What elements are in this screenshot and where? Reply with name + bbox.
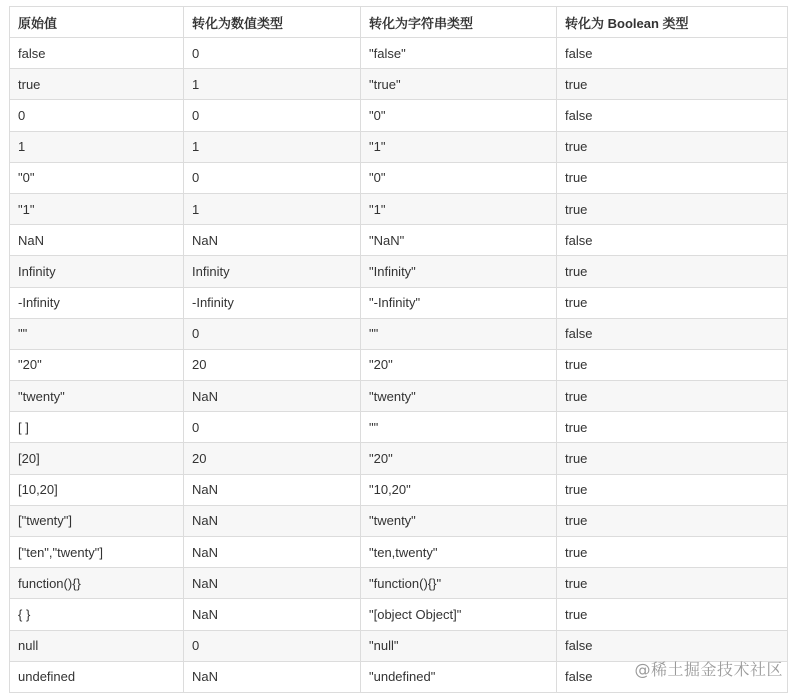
cell-to-boolean: false [557, 225, 788, 256]
table-row [10, 100, 788, 131]
cell-to-number: NaN [184, 568, 361, 599]
cell-to-number: 0 [184, 412, 361, 443]
table-row [10, 412, 788, 443]
table-row [10, 225, 788, 256]
cell-to-string: "twenty" [361, 505, 557, 536]
cell-to-boolean: true [557, 193, 788, 224]
cell-original-value: [10,20] [10, 474, 184, 505]
cell-original-value: Infinity [10, 256, 184, 287]
table-row [10, 568, 788, 599]
table-row [10, 381, 788, 412]
table-row [10, 162, 788, 193]
cell-original-value: "20" [10, 349, 184, 380]
cell-to-string: "twenty" [361, 381, 557, 412]
table-header [10, 7, 788, 38]
table-row [10, 38, 788, 69]
type-conversion-table [9, 6, 788, 693]
cell-to-boolean: true [557, 162, 788, 193]
cell-original-value: ["ten","twenty"] [10, 537, 184, 568]
cell-to-number: NaN [184, 381, 361, 412]
cell-to-number: 1 [184, 193, 361, 224]
cell-to-number: 20 [184, 349, 361, 380]
cell-to-string: "null" [361, 630, 557, 661]
cell-original-value: "twenty" [10, 381, 184, 412]
cell-to-number: -Infinity [184, 287, 361, 318]
cell-to-string: "1" [361, 193, 557, 224]
table-row [10, 193, 788, 224]
cell-to-boolean: false [557, 38, 788, 69]
cell-original-value: NaN [10, 225, 184, 256]
cell-to-string: "0" [361, 100, 557, 131]
table-row [10, 599, 788, 630]
cell-to-number: 0 [184, 100, 361, 131]
cell-to-string: "20" [361, 443, 557, 474]
cell-to-string: "[object Object]" [361, 599, 557, 630]
cell-original-value: "1" [10, 193, 184, 224]
table-row [10, 287, 788, 318]
cell-original-value: ["twenty"] [10, 505, 184, 536]
cell-original-value: -Infinity [10, 287, 184, 318]
cell-to-boolean: true [557, 256, 788, 287]
cell-original-value: true [10, 69, 184, 100]
cell-to-number: Infinity [184, 256, 361, 287]
table-row [10, 318, 788, 349]
cell-to-boolean: true [557, 474, 788, 505]
table-row [10, 256, 788, 287]
header-to-string: 转化为字符串类型 [361, 7, 557, 38]
cell-to-number: 0 [184, 38, 361, 69]
cell-to-string: "false" [361, 38, 557, 69]
table-row [10, 349, 788, 380]
table-row [10, 474, 788, 505]
cell-to-string: "0" [361, 162, 557, 193]
cell-original-value: "0" [10, 162, 184, 193]
cell-to-number: 0 [184, 162, 361, 193]
cell-to-boolean: false [557, 630, 788, 661]
cell-to-string: "NaN" [361, 225, 557, 256]
header-to-number: 转化为数值类型 [184, 7, 361, 38]
cell-to-string: "1" [361, 131, 557, 162]
cell-to-string: "true" [361, 69, 557, 100]
cell-to-boolean: true [557, 443, 788, 474]
table-row [10, 505, 788, 536]
cell-to-number: 1 [184, 131, 361, 162]
cell-to-boolean: true [557, 131, 788, 162]
watermark: @稀土掘金技术社区 [634, 660, 783, 679]
cell-to-string: "20" [361, 349, 557, 380]
cell-to-number: NaN [184, 599, 361, 630]
table-row [10, 69, 788, 100]
cell-original-value: [20] [10, 443, 184, 474]
table-body [10, 38, 788, 693]
cell-to-string: "function(){}" [361, 568, 557, 599]
cell-to-boolean: true [557, 599, 788, 630]
cell-to-boolean: true [557, 381, 788, 412]
cell-original-value: 1 [10, 131, 184, 162]
cell-to-string: "-Infinity" [361, 287, 557, 318]
cell-original-value: function(){} [10, 568, 184, 599]
cell-to-number: 0 [184, 630, 361, 661]
cell-to-string: "" [361, 412, 557, 443]
cell-to-boolean: true [557, 537, 788, 568]
cell-to-number: NaN [184, 661, 361, 692]
cell-to-string: "Infinity" [361, 256, 557, 287]
cell-to-boolean: true [557, 505, 788, 536]
cell-to-boolean: true [557, 287, 788, 318]
cell-to-number: NaN [184, 474, 361, 505]
table-row [10, 443, 788, 474]
cell-to-boolean: true [557, 349, 788, 380]
cell-to-number: NaN [184, 537, 361, 568]
cell-original-value: "" [10, 318, 184, 349]
table-row [10, 131, 788, 162]
cell-to-number: NaN [184, 505, 361, 536]
cell-original-value: false [10, 38, 184, 69]
cell-to-boolean: false [557, 661, 788, 692]
cell-original-value: 0 [10, 100, 184, 131]
cell-to-string: "10,20" [361, 474, 557, 505]
cell-to-string: "ten,twenty" [361, 537, 557, 568]
cell-to-number: 1 [184, 69, 361, 100]
header-original-value: 原始值 [10, 7, 184, 38]
cell-to-string: "" [361, 318, 557, 349]
cell-to-number: 20 [184, 443, 361, 474]
cell-to-number: NaN [184, 225, 361, 256]
cell-original-value: [ ] [10, 412, 184, 443]
cell-to-boolean: true [557, 69, 788, 100]
cell-to-boolean: true [557, 568, 788, 599]
table-row [10, 537, 788, 568]
header-row [10, 7, 788, 38]
cell-to-boolean: false [557, 100, 788, 131]
cell-original-value: { } [10, 599, 184, 630]
cell-to-boolean: true [557, 412, 788, 443]
conversion-table-container [9, 6, 787, 693]
header-to-boolean: 转化为 Boolean 类型 [557, 7, 788, 38]
cell-to-string: "undefined" [361, 661, 557, 692]
cell-original-value: undefined [10, 661, 184, 692]
cell-to-number: 0 [184, 318, 361, 349]
cell-original-value: null [10, 630, 184, 661]
cell-to-boolean: false [557, 318, 788, 349]
